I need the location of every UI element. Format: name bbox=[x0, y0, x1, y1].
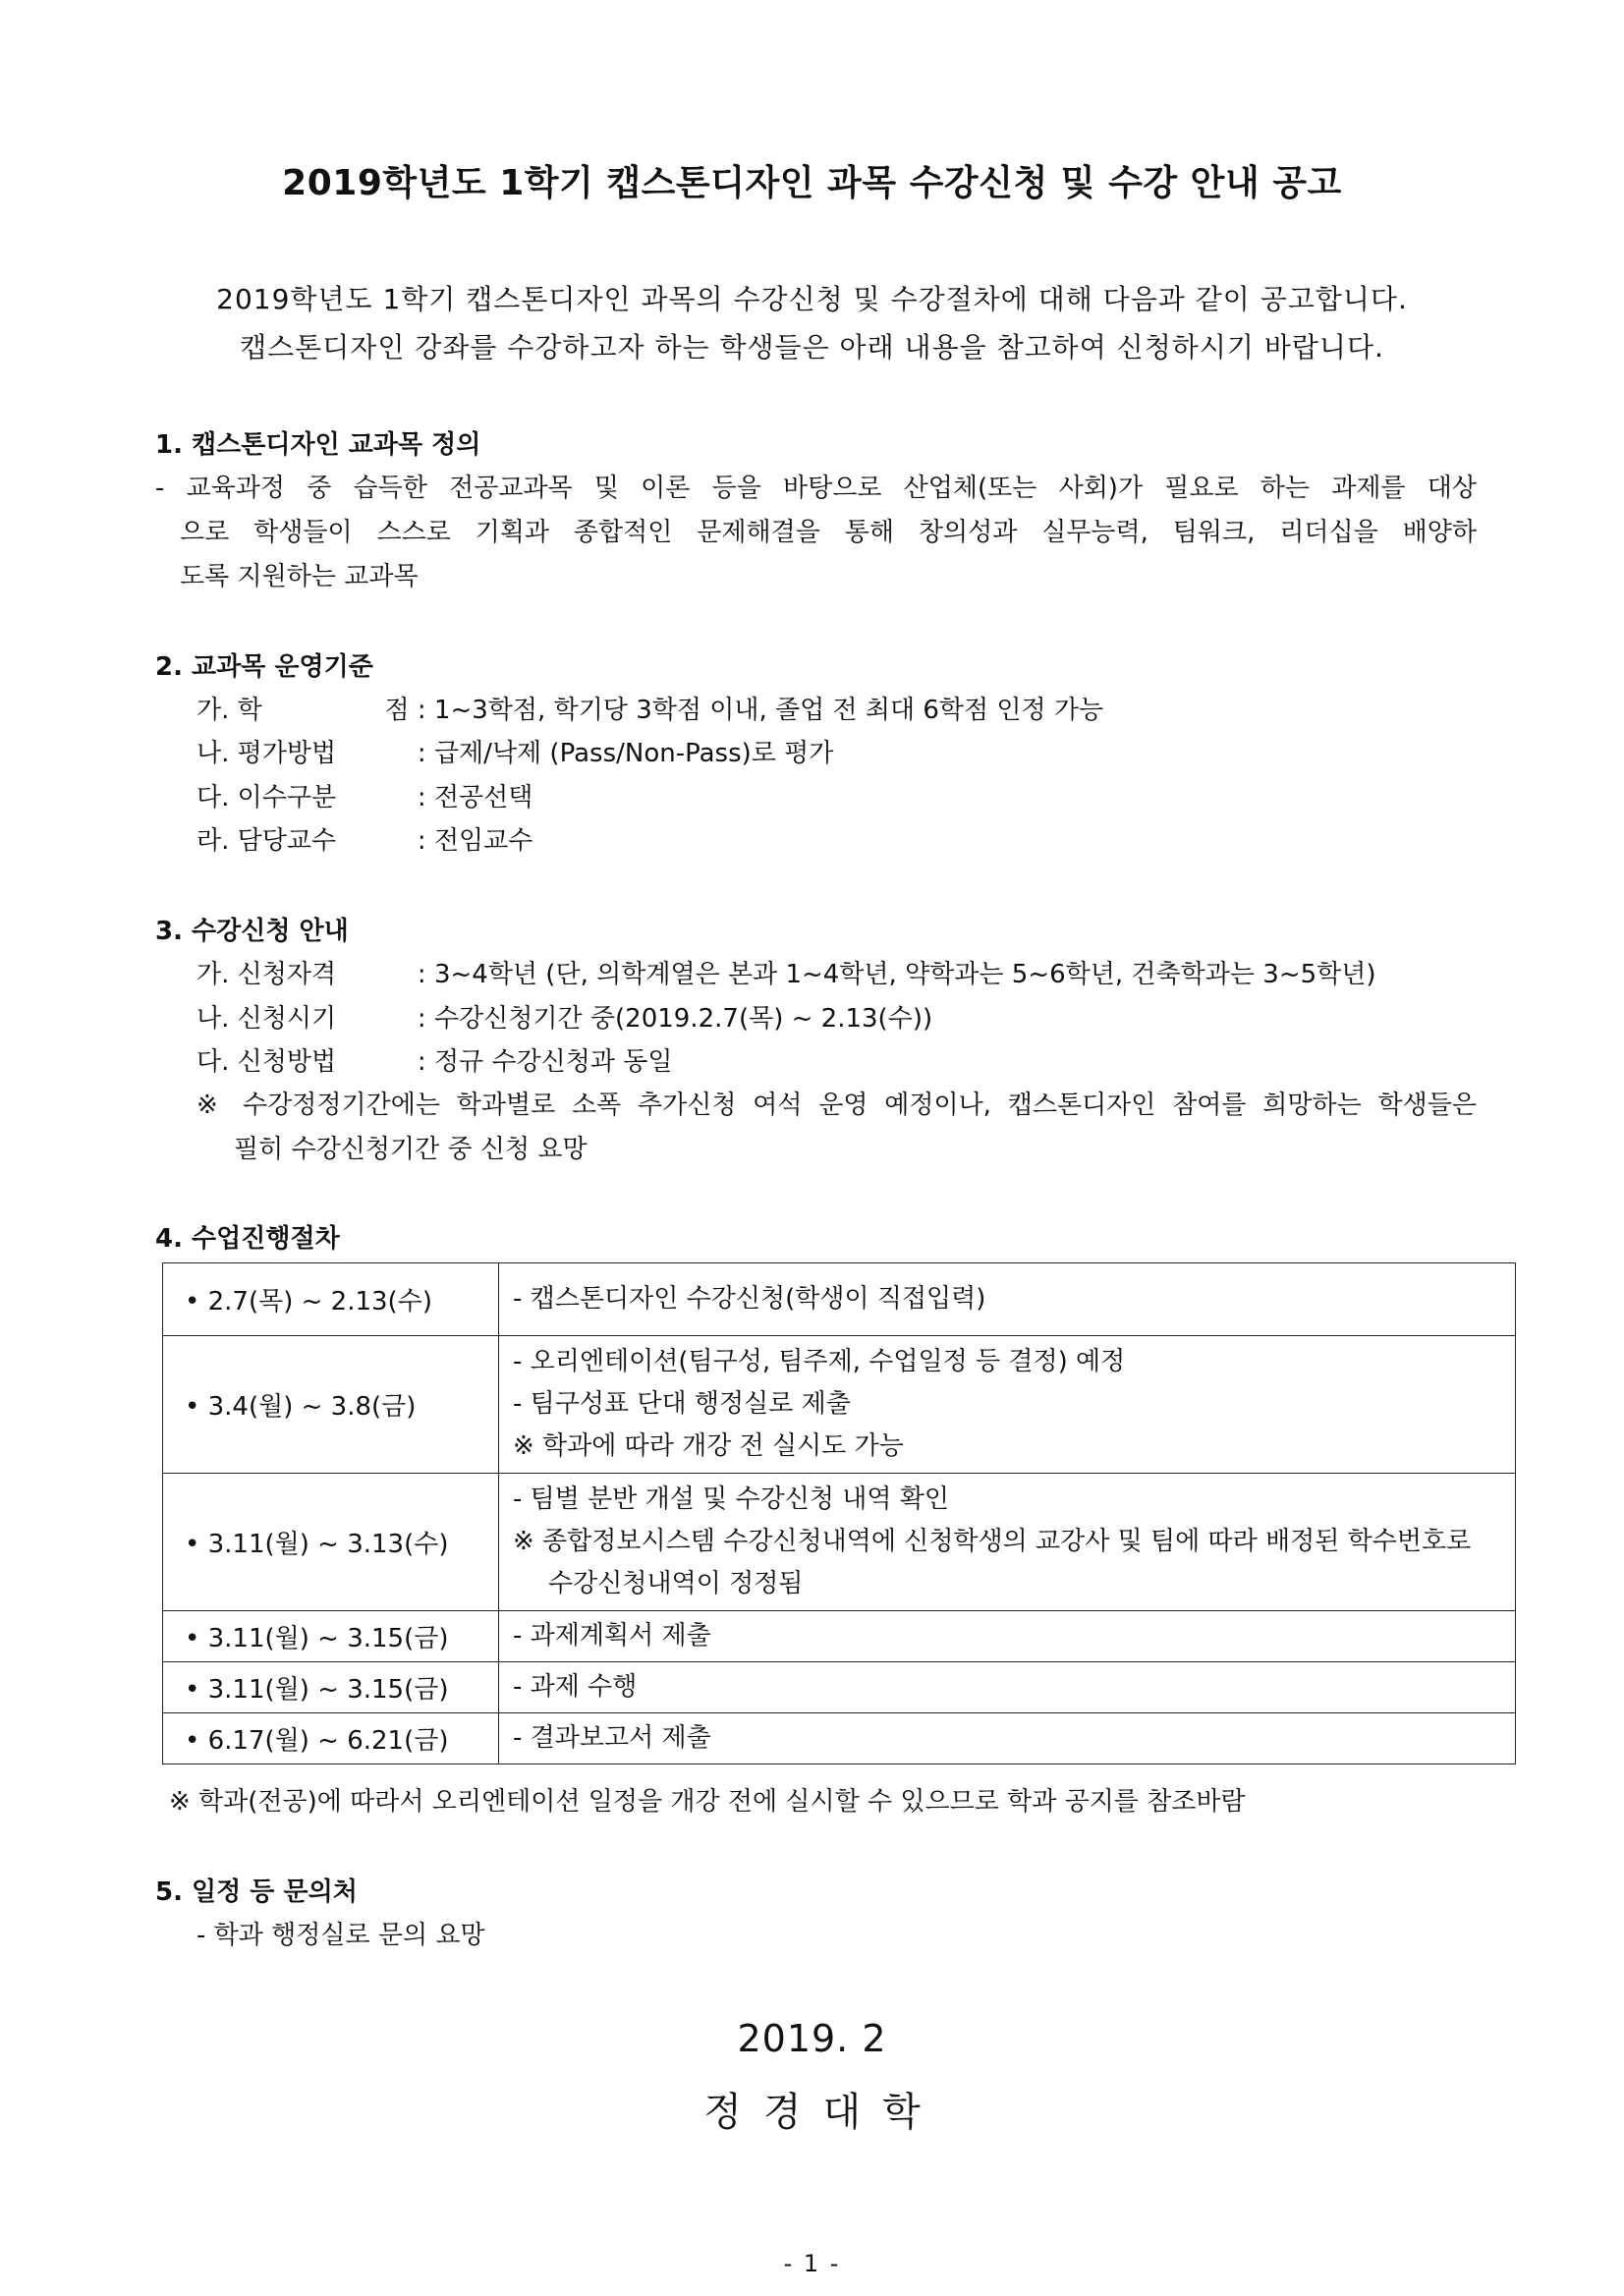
document-title: 2019학년도 1학기 캡스톤디자인 과목 수강신청 및 수강 안내 공고 bbox=[282, 163, 1342, 203]
intro-line-2: 캡스톤디자인 강좌를 수강하고자 하는 학생들은 아래 내용을 참고하여 신청하시기 바랍니다. bbox=[240, 331, 1384, 364]
table-row bbox=[163, 1474, 1516, 1611]
schedule-date: • 3.4(월) ~ 3.8(금) bbox=[163, 1336, 499, 1474]
schedule-desc-line: - 팀별 분반 개설 및 수강신청 내역 확인 bbox=[513, 1484, 949, 1514]
section-2-item bbox=[196, 777, 532, 813]
schedule-desc bbox=[499, 1662, 1516, 1713]
table-row bbox=[163, 1713, 1516, 1764]
table-row bbox=[163, 1336, 1516, 1474]
item-marker: 다. bbox=[196, 783, 230, 812]
page-number: - 1 - bbox=[783, 2250, 841, 2277]
section-1-line-3: 도록 지원하는 교과목 bbox=[180, 562, 419, 591]
table-row bbox=[163, 1611, 1516, 1662]
schedule-desc bbox=[499, 1611, 1516, 1662]
section-2-heading: 2. 교과목 운영기준 bbox=[155, 652, 373, 682]
item-label: 학 점 bbox=[237, 696, 410, 725]
item-value: : 정규 수강신청과 동일 bbox=[417, 1047, 673, 1077]
item-value: : 급제/낙제 (Pass/Non-Pass)로 평가 bbox=[417, 739, 834, 768]
item-label: 평가방법 bbox=[237, 739, 337, 768]
item-marker: 라. bbox=[196, 826, 230, 856]
item-marker: 가. bbox=[196, 696, 230, 725]
section-3-item bbox=[196, 998, 932, 1035]
section-3-note-line-2: 필히 수강신청기간 중 신청 요망 bbox=[234, 1135, 588, 1164]
section-4-heading: 4. 수업진행절차 bbox=[155, 1224, 340, 1254]
section-4-note: ※ 학과(전공)에 따라서 오리엔테이션 일정을 개강 전에 실시할 수 있으므로 학과 공지를 참조바람 bbox=[169, 1787, 1246, 1817]
schedule-date: • 6.17(월) ~ 6.21(금) bbox=[163, 1713, 499, 1764]
intro-line-1: 2019학년도 1학기 캡스톤디자인 과목의 수강신청 및 수강절차에 대해 다음과 같이 공고합니다. bbox=[216, 283, 1408, 315]
schedule-desc bbox=[499, 1713, 1516, 1764]
section-1-line-2: 으로 학생들이 스스로 기획과 종합적인 문제해결을 통해 창의성과 실무능력, 팀워크, 리더십을 배양하 bbox=[180, 518, 1477, 547]
section-3-item bbox=[196, 954, 1376, 990]
schedule-desc-line: - 과제계획서 제출 bbox=[513, 1621, 711, 1651]
schedule-desc-line: - 오리엔테이션(팀구성, 팀주제, 수업일정 등 결정) 예정 bbox=[513, 1347, 1126, 1376]
schedule-desc-line: ※ 학과에 따라 개강 전 실시도 가능 bbox=[513, 1431, 904, 1461]
section-3-note-line-1: ※ 수강정정기간에는 학과별로 소폭 추가신청 여석 운영 예정이나, 캡스톤디자인 참여를 희망하는 학생들은 bbox=[196, 1091, 1477, 1120]
item-value: : 3~4학년 (단, 의학계열은 본과 1~4학년, 약학과는 5~6학년, 건축학과는 3~5학년) bbox=[417, 960, 1376, 989]
schedule-desc-line: - 결과보고서 제출 bbox=[513, 1723, 711, 1753]
item-marker: 나. bbox=[196, 1004, 230, 1034]
section-1-line-1: - 교육과정 중 습득한 전공교과목 및 이론 등을 바탕으로 산업체(또는 사회)가 필요로 하는 과제를 대상 bbox=[155, 474, 1477, 503]
section-3-item bbox=[196, 1041, 673, 1078]
item-marker: 나. bbox=[196, 739, 230, 768]
schedule-date: • 3.11(월) ~ 3.15(금) bbox=[163, 1611, 499, 1662]
section-2-item bbox=[196, 690, 1103, 726]
section-2-item bbox=[196, 820, 532, 857]
section-3-heading: 3. 수강신청 안내 bbox=[155, 917, 349, 946]
section-5-heading: 5. 일정 등 문의처 bbox=[155, 1877, 358, 1907]
item-marker: 가. bbox=[196, 960, 230, 989]
schedule-desc-line: ※ 종합정보시스템 수강신청내역에 신청학생의 교강사 및 팀에 따라 배정된 학수번호로 bbox=[513, 1527, 1472, 1556]
schedule-table bbox=[162, 1262, 1516, 1764]
item-label: 신청시기 bbox=[237, 1004, 337, 1034]
schedule-desc bbox=[499, 1336, 1516, 1474]
issue-date: 2019. 2 bbox=[737, 2017, 887, 2060]
item-value: : 수강신청기간 중(2019.2.7(목) ~ 2.13(수)) bbox=[417, 1004, 933, 1034]
schedule-date: • 3.11(월) ~ 3.13(수) bbox=[163, 1474, 499, 1611]
schedule-desc-line: - 캡스톤디자인 수강신청(학생이 직접입력) bbox=[513, 1284, 986, 1314]
schedule-desc-line: - 팀구성표 단대 행정실로 제출 bbox=[513, 1389, 851, 1419]
item-label: 이수구분 bbox=[237, 783, 337, 812]
item-marker: 다. bbox=[196, 1047, 230, 1077]
section-1-heading: 1. 캡스톤디자인 교과목 정의 bbox=[155, 430, 481, 460]
item-value: : 1~3학점, 학기당 3학점 이내, 졸업 전 최대 6학점 인정 가능 bbox=[417, 696, 1104, 725]
item-label: 신청자격 bbox=[237, 960, 337, 989]
schedule-date: • 2.7(목) ~ 2.13(수) bbox=[163, 1263, 499, 1336]
schedule-desc bbox=[499, 1263, 1516, 1336]
item-value: : 전임교수 bbox=[417, 826, 533, 856]
table-row bbox=[163, 1662, 1516, 1713]
table-row bbox=[163, 1263, 1516, 1336]
item-label: 신청방법 bbox=[237, 1047, 337, 1077]
schedule-desc bbox=[499, 1474, 1516, 1611]
schedule-desc-line: 수강신청내역이 정정됨 bbox=[548, 1569, 804, 1598]
schedule-date: • 3.11(월) ~ 3.15(금) bbox=[163, 1662, 499, 1713]
schedule-desc-line: - 과제 수행 bbox=[513, 1672, 638, 1702]
section-2-item bbox=[196, 733, 833, 769]
issuer-name: 정경대학 bbox=[703, 2090, 942, 2135]
item-label: 담당교수 bbox=[237, 826, 337, 856]
item-value: : 전공선택 bbox=[417, 783, 533, 812]
section-5-line: - 학과 행정실로 문의 요망 bbox=[196, 1921, 485, 1950]
